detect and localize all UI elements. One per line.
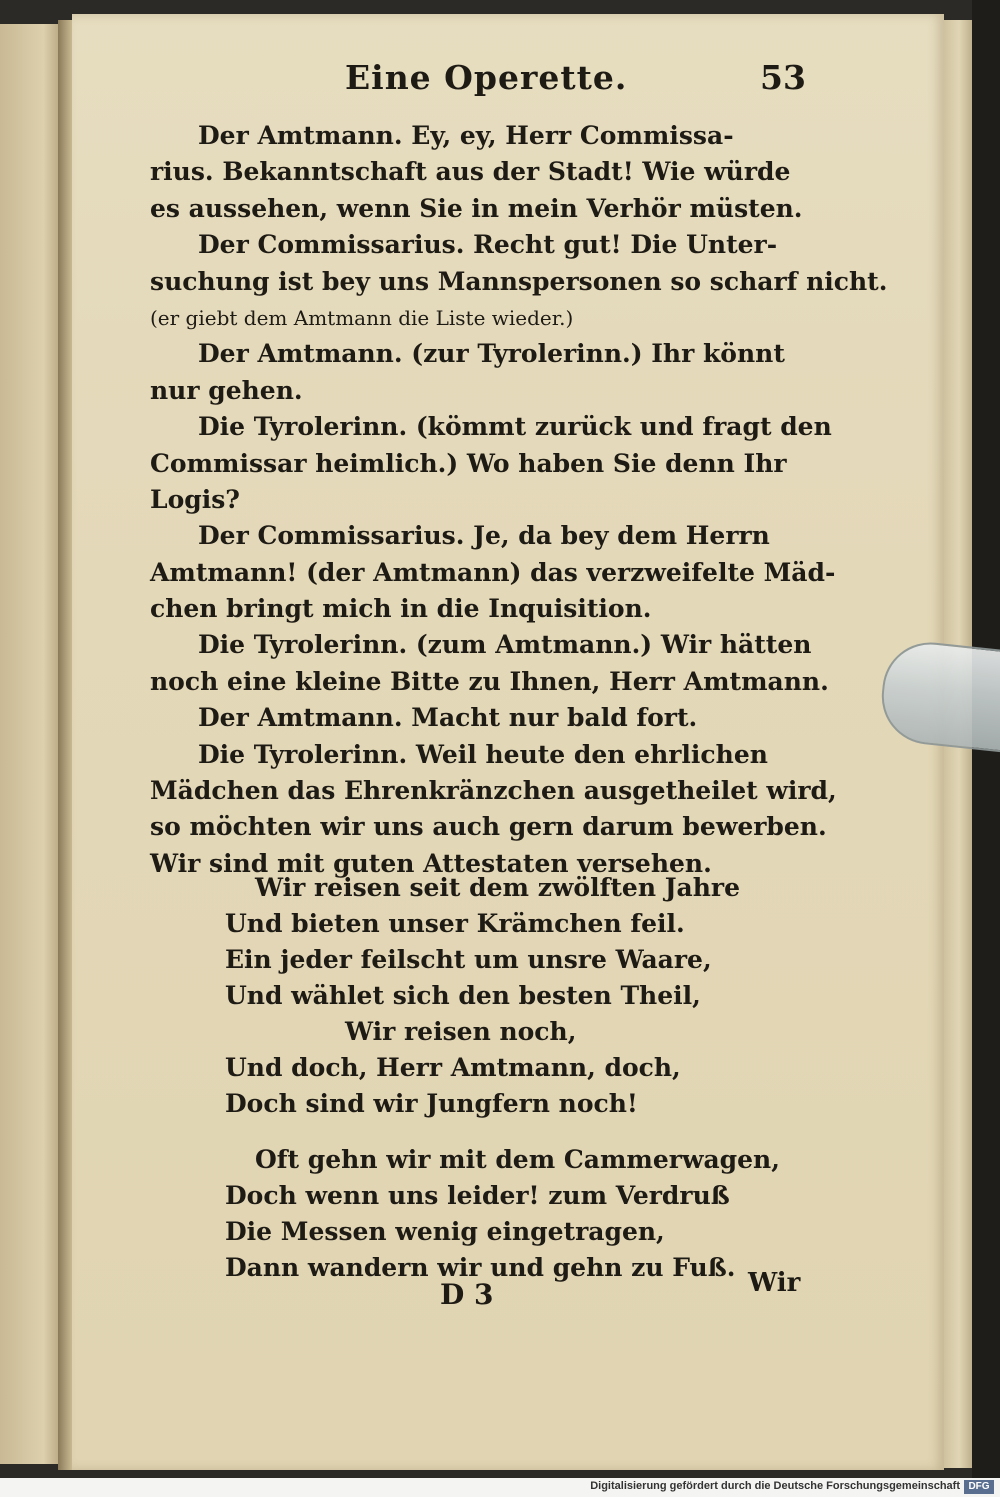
prose-line: noch eine kleine Bitte zu Ihnen, Herr Amtmann.: [150, 666, 829, 696]
running-head: Eine Operette.: [345, 58, 628, 97]
prose-line: Der Amtmann. (zur Tyrolerinn.) Ihr könnt: [198, 339, 785, 369]
prose-line: Die Tyrolerinn. Weil heute den ehrlichen: [198, 739, 768, 769]
prose-line: rius. Bekanntschaft aus der Stadt! Wie würde: [150, 157, 791, 187]
dfg-logo: DFG: [964, 1480, 994, 1494]
verse-line: Doch wenn uns leider! zum Verdruß: [225, 1181, 730, 1210]
catchword: Wir: [748, 1268, 801, 1298]
verse-line: Dann wandern wir und gehn zu Fuß.: [225, 1253, 736, 1282]
prose-line: Logis?: [150, 484, 240, 514]
prose-line: Der Commissarius. Recht gut! Die Unter-: [198, 230, 778, 260]
verse-line: Wir reisen seit dem zwölften Jahre: [255, 873, 740, 902]
verse-block: [225, 870, 805, 1286]
prose-line: suchung ist bey uns Mannspersonen so scharf nicht.: [150, 266, 888, 296]
prose-block: [150, 118, 888, 882]
prose-line: chen bringt mich in die Inquisition.: [150, 594, 652, 624]
prose-line: nur gehen.: [150, 375, 303, 405]
footer-bar: [0, 1478, 1000, 1497]
prose-line: Commissar heimlich.) Wo haben Sie denn Ihr: [150, 448, 787, 478]
prose-line: es aussehen, wenn Sie in mein Verhör müsten.: [150, 193, 803, 223]
prose-line: Die Tyrolerinn. (kömmt zurück und fragt den: [198, 412, 832, 442]
prose-line: Amtmann! (der Amtmann) das verzweifelte Mäd-: [150, 557, 836, 587]
prose-line: Der Amtmann. Ey, ey, Herr Commissa-: [198, 121, 734, 150]
verse-line: Doch sind wir Jungfern noch!: [225, 1089, 638, 1118]
page-number: 53: [760, 58, 806, 97]
verse-line: Die Messen wenig eingetragen,: [225, 1217, 665, 1246]
verse-line: Oft gehn wir mit dem Cammerwagen,: [255, 1145, 780, 1174]
verse-line: Wir reisen noch,: [345, 1017, 577, 1046]
verse-line: Ein jeder feilscht um unsre Waare,: [225, 945, 712, 974]
prose-line: Wir sind mit guten Attestaten versehen.: [150, 848, 712, 878]
prose-line: Die Tyrolerinn. (zum Amtmann.) Wir hätten: [198, 630, 812, 660]
prose-line: so möchten wir uns auch gern darum bewerben.: [150, 812, 827, 842]
prose-line: Mädchen das Ehrenkränzchen ausgetheilet wird,: [150, 776, 837, 806]
funding-credit: Digitalisierung gefördert durch die Deutsche Forschungsgemeinschaft: [590, 1480, 960, 1492]
verse-line: Und wählet sich den besten Theil,: [225, 981, 701, 1010]
prose-line: Der Commissarius. Je, da bey dem Herrn: [198, 521, 770, 551]
prose-line: Der Amtmann. Macht nur bald fort.: [198, 703, 698, 733]
stanza-gap: [225, 1122, 805, 1142]
verse-line: Und bieten unser Krämchen feil.: [225, 909, 685, 938]
signature-mark: D 3: [440, 1278, 494, 1311]
stage-direction: (er giebt dem Amtmann die Liste wieder.): [150, 305, 574, 330]
verse-line: Und doch, Herr Amtmann, doch,: [225, 1053, 681, 1082]
